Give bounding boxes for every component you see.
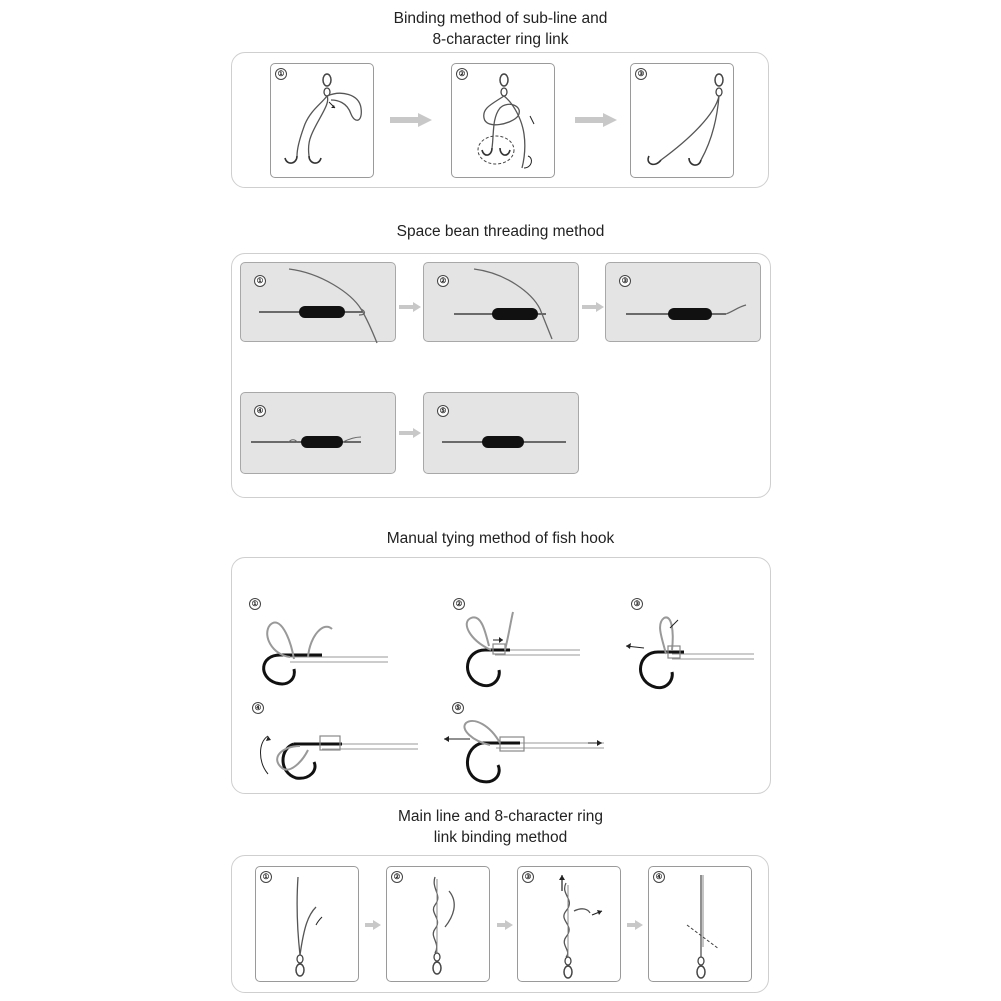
flow-arrow-icon [399,302,421,312]
step-number: ③ [619,275,631,287]
hook-tie-step1-illustration [250,615,395,695]
fishhook-icon [309,156,321,163]
section4-title-line2: link binding method [433,829,568,846]
section1-title-line2: 8-character ring link [432,31,569,48]
sub-line-threading-illustration [452,64,556,179]
section2-step2-card [423,262,579,342]
step-number: ① [249,598,261,610]
section2-step1-card [240,262,396,342]
section4-step2-card [386,866,490,982]
threading-step2-illustration [424,263,580,343]
section2-step5-card [423,392,579,474]
section1-step3-card [630,63,734,178]
step-number: ③ [631,598,643,610]
threading-step5-illustration [424,393,580,475]
hook-tie-step5-illustration [440,715,610,790]
fishhook-icon [468,650,500,686]
threading-step3-illustration [606,263,762,343]
section2-step3-card [605,262,761,342]
swivel-icon [564,957,572,978]
swivel-icon [500,74,508,96]
bean-float-icon [492,308,538,320]
fishhook-icon [482,148,492,155]
flow-arrow-icon [390,113,432,127]
mainline-step1-illustration [256,867,360,983]
hook-tie-step4-illustration [252,718,422,788]
fishhook-icon [500,148,510,155]
step-number: ④ [254,405,266,417]
swivel-icon [323,74,331,96]
step-number: ④ [653,871,665,883]
sub-line-loop-illustration [271,64,375,179]
step-number: ② [456,68,468,80]
flow-arrow-icon [627,920,643,930]
mainline-step4-illustration [649,867,753,983]
threading-step4-illustration [241,393,397,475]
fishhook-icon [285,156,297,163]
flow-arrow-icon [575,113,617,127]
mainline-step2-illustration [387,867,491,983]
sub-line-finished-illustration [631,64,735,179]
step-number: ⑤ [437,405,449,417]
hook-tie-step3-illustration [622,612,762,702]
fishhook-icon [689,158,701,165]
step-number: ③ [522,871,534,883]
section1-step1-card [270,63,374,178]
step-number: ① [275,68,287,80]
section1-step2-card [451,63,555,178]
fishhook-icon [467,743,499,782]
flow-arrow-icon [365,920,381,930]
flow-arrow-icon [582,302,604,312]
step-number: ③ [635,68,647,80]
section2-step4-card [240,392,396,474]
section4-title [0,806,1001,848]
step-number: ① [260,871,272,883]
section4-step1-card [255,866,359,982]
step-number: ④ [252,702,264,714]
section4-step4-card [648,866,752,982]
step-number: ② [391,871,403,883]
mainline-step3-illustration [518,867,622,983]
threading-step1-illustration [241,263,397,343]
section4-step3-card [517,866,621,982]
bean-float-icon [301,436,343,448]
bean-float-icon [299,306,345,318]
section1-title [0,8,1001,50]
flow-arrow-icon [399,428,421,438]
bean-float-icon [668,308,712,320]
section4-title-line1: Main line and 8-character ring [397,808,604,825]
step-number: ① [254,275,266,287]
fishhook-icon [648,156,661,164]
section2-title: Space bean threading method [396,223,605,240]
section1-title-line1: Binding method of sub-line and [393,10,608,27]
step-number: ⑤ [452,702,464,714]
step-number: ② [453,598,465,610]
swivel-icon [697,957,705,978]
section3-title: Manual tying method of fish hook [386,530,615,547]
step-number: ② [437,275,449,287]
fishhook-icon [264,655,295,684]
fishhook-icon [283,744,315,778]
swivel-icon [433,953,441,974]
swivel-icon [715,74,723,96]
hook-tie-step2-illustration [455,610,585,700]
bean-float-icon [482,436,524,448]
flow-arrow-icon [497,920,513,930]
swivel-icon [296,955,304,976]
